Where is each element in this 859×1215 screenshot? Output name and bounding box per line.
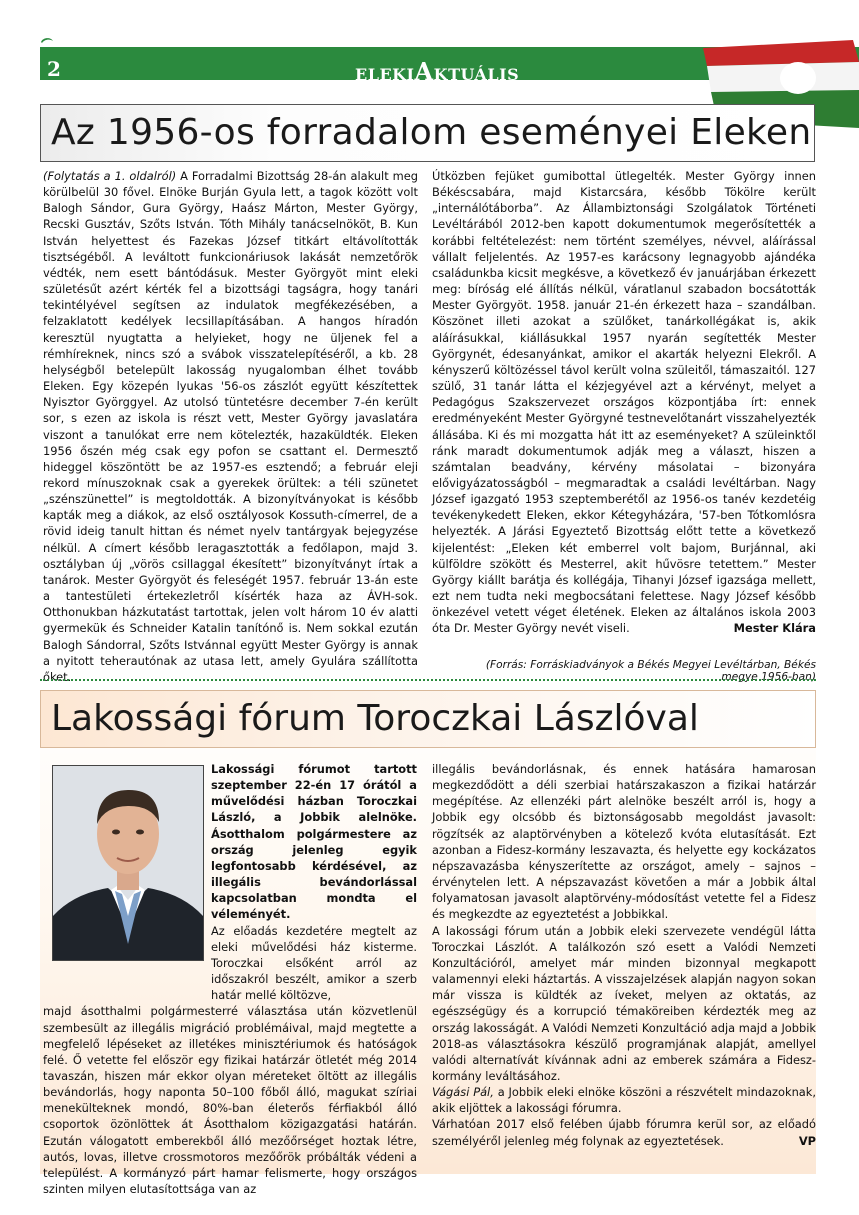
article1-col2-text: Útközben fejüket gumibottal ütlegelték. Mester György innen Békéscsabára, majd Kistarcsára, később Tökölre került „internálótáborba”. Az Állambiztonsági Szolgálatok Történeti Levéltárából 2012-ben kapott dokumentumok megerősítették a korábbi feltételezést: nem történt személyes, névvel, aláírással vállalt feljelentés. Az 1957-es karácsony legnagyobb ajándéka családunkba kicsit megkésve, a következő év januárjában érkezett meg: bíróság elé állítás nélkül, váratlanul szabadon bocsátották Mester Györgyöt. 1958. január 21-én érkezett haza – szandálban. Köszönet illeti azokat a szülőket, tanárkollégákat is, akik aláírásukkal, kiállásukkal 1957 nyarán segítették Mester Györgynét, édesanyánkat, amikor el akarták helyezni Elekről. A kényszerű költözéssel távol került volna szüleitől, támaszaitól. 127 szülő, 31 tanár látta el kézjegyével azt a kérvényt, melyet a Pedagógus Szakszervezet országos központjába írt: ennek eredményeként Mester Györgyné testnevelőtanárt visszahelyezték állásába. Ki és mi mozgatta hát itt az eseményeket? A szüleinktől ránk maradt dokumentumok adják meg a választ, hiszen a számtalan beadvány, kérvény másolatai – bizonyára elővigyázatosságból – megmaradtak a családi levéltárban. Nagy József igazgató 1953 szeptemberétől az 1956-os tanév kezdetéig tevékenykedett Eleken, ekkor Kétegyházára, '57-ben Tótkomlósra helyezték. A Járási Egyeztető Bizottság előtt tette a következő kijelentést: „Eleken két emberrel volt bajom, Burjánnal, aki külföldre szökött és Mesterrel, akit hűvösre tetettem.” Mester György kiállt barátja és kollégája, Tihanyi József igazsága mellett, ezt nem tudta neki megbocsátani felettese. Nagy József később önkezével vetett véget életének. Eleken az általános iskola 2003 óta Dr. Mester György nevét viseli. bbox=[432, 169, 816, 636]
article1-signature: Mester Klára bbox=[733, 621, 816, 636]
section-divider bbox=[40, 679, 816, 681]
brand-part2: A bbox=[414, 57, 434, 86]
article2-col1-text-a: Az előadás kezdetére megtelt az eleki művelődési ház kisterme. Toroczkai elsőként arról az időszakról beszélt, amikor a szerb határ mellé költözve, bbox=[211, 923, 417, 1003]
article2-person-name: Vágási Pál, bbox=[432, 1085, 494, 1100]
article2-lead: Lakossági fórumot tartott szeptember 22-én 17 órától a művelődési házban Toroczkai László, a Jobbik alelnöke. Ásotthalom polgármestere az ország jelenleg egyik legfontosabb kérdésével, az illegális bevándorlással kapcsolatban mondta el véleményét. bbox=[211, 762, 417, 922]
brand-part1: ELEKI bbox=[355, 65, 415, 84]
article2-col2-text-c: a Jobbik eleki elnöke köszöni a részvételt mindazoknak, akik eljöttek a lakossági fórumra. bbox=[432, 1085, 817, 1116]
article2-column2 bbox=[432, 761, 816, 1149]
brand-title bbox=[355, 57, 519, 86]
article2-col2-text-b: A lakossági fórum után a Jobbik eleki szervezete vendégül látta Toroczkai Lászlót. A találkozón szó esett a Valódi Nemzeti Konzultációról, amelyet már minden bizonnyal megkapott valamennyi eleki háztartás. A visszajelzések alapján nagyon sokan már vissza is küldték az íveket, melyen az oktatás, az egészségügy és a korrupció témaköreiben kérdezték meg az ország lakosságát. A Valódi Nemzeti Konzultáció adja majd a Jobbik 2018-as választásokra készülő programjának alapját, amellyel valódi alternatívát kívánnak adni az emberek számára a Fidesz-kormány leváltásához. bbox=[432, 923, 816, 1083]
article2-title-box bbox=[40, 690, 816, 748]
page-number: 2 bbox=[47, 57, 61, 81]
article1-col1-text: A Forradalmi Bizottság 28-án alakult meg körülbelül 30 fővel. Elnöke Burján Gyula lett, a tagok között volt Balogh Sándor, Gura György, Haász Márton, Mester György, Recski Gusztáv, Szőts István. Tóth Mihály tanácselnököt, B. Kun István helyettest és Fazekas József titkárt eltávolították tisztségéből. A leváltott funkcionáriusok lakását nemzetőrök védték, nem esett bántódásuk. Mester Györgyöt mint eleki születésűt azért kérték fel a bizottsági tagságra, hogy tanári tekintélyével segítsen az indulatok megfékezésében, a felzaklatott kedélyek lecsillapításában. A hangos híradón keresztül nyugtatta a helyieket, hogy ne üljenek fel a rémhíreknek, nincs szó a svábok visszatelepítéséről, a kb. 28 helységből betelepült lakosság nyugalomban élhet tovább Eleken. Egy közepén lyukas '56-os zászlót együtt készítettek Nyisztor Györggyel. Az utolsó tüntetésre december 7-én került sor, s ezen az iskola is részt vett, Mester György javaslatára viszont a tanulókat erre nem kötelezték, hazaküldték. Eleken 1956 őszén még csak egy pofon se csattant el. Dermesztő hideggel köszöntött be az 1957-es esztendő; a február eleji rekord mínuszoknak csak a gyerekek örültek: a téli szünetet „szénszünettel” is megtoldották. A bizonyítványokat is később kapták meg a diákok, az első osztályosok Kossuth-címerrel, de a rövid ideig tanult hittan és német nyelv tantárgyak bejegyzése nélkül. A címert később leragasztották a fedőlapon, majd 3. osztályban új „vörös csillaggal ékesített” bizonyítványt írtak a tanárok. Mester Györgyöt és feleségét 1957. február 13-án este a tantestületi értekezletről kísérték haza az ÁVH-sok. Otthonukban házkutatást tartottak, jelen volt három 10 év alatti gyermekük és Schneider Katalin tanítónő is. Nem sokkal ezután Balogh Sándorral, Szőts Istvánnal együtt Mester György is annak a nyitott teherautónak az utasa lett, amely Gyulára szállította őket. bbox=[43, 169, 418, 684]
article1-title: Az 1956-os forradalom eseményei Eleken bbox=[51, 112, 812, 153]
article2-col1-text-b: majd ásotthalmi polgármesterré választása után közvetlenül szembesült az illegális migráció problémáival, majd megtette a megfelelő lépéseket az illetékes minisztériumok és hatóságok felé. Ő vetette fel először egy fizikai határzár ötletét még 2014 tavaszán, hiszen már ekkor olyan méreteket öltött az illegális bevándorlás, hogy naponta 50–100 főből álló, magukat szíriai menekülteknek mondó, 80%-ban életerős férfiakból álló csoportok özönlöttek át Ásotthalom közigazgatási határán. Ezután válogatott emberekből álló mezőőrséget hoztak létre, autós, lovas, illetve crossmotoros mezőőrök próbálták védeni a települést. A kormányzó párt hamar felismerte, hogy országos szinten milyen elutasítottsága van az bbox=[43, 1004, 417, 1197]
continuation-note: (Folytatás a 1. oldalról) bbox=[43, 169, 177, 183]
article2-col2-text-d: Várhatóan 2017 első felében újabb fórumra kerül sor, az előadó személyéről jelenleg még folynak az egyeztetések. bbox=[432, 1117, 816, 1148]
article1-column1 bbox=[43, 168, 418, 685]
brand-part3: KTUÁLIS bbox=[433, 65, 520, 84]
article2-column1 bbox=[43, 761, 417, 1197]
article1-title-box bbox=[40, 104, 815, 162]
swirl-logo-icon bbox=[40, 36, 54, 46]
article2-signature: VP bbox=[798, 1133, 816, 1148]
article1-column2 bbox=[432, 168, 816, 637]
article2-col2-text-a: illegális bevándorlásnak, és ennek hatására hamarosan megkezdődött a déli szerbiai határszakaszon a fizikai határzár megépítése. Az ellenzéki párt alelnöke beszélt arról is, hogy a Jobbik egy olcsóbb és biztonságosabb megoldást javasolt: rögzítsék az alaptörvényben a kötelező kvóta elutasítását. Ezt azonban a Fidesz-kormány leszavazta, és helyette egy kockázatos népszavazásba kényszerítette az országot, amely – sajnos – érvénytelen lett. A népszavazást követően a már a Jobbik által folyamatosan javasolt alaptörvény-módosítást vetette fel a Fidesz és megkezdte az egyeztetést a Jobbikkal. bbox=[432, 762, 816, 922]
article2-title: Lakossági fórum Toroczkai Lászlóval bbox=[51, 698, 699, 739]
article1-source: (Forrás: Forráskiadványok a Békés Megyei Levéltárban, Békés megye 1956-ban) bbox=[485, 659, 816, 683]
